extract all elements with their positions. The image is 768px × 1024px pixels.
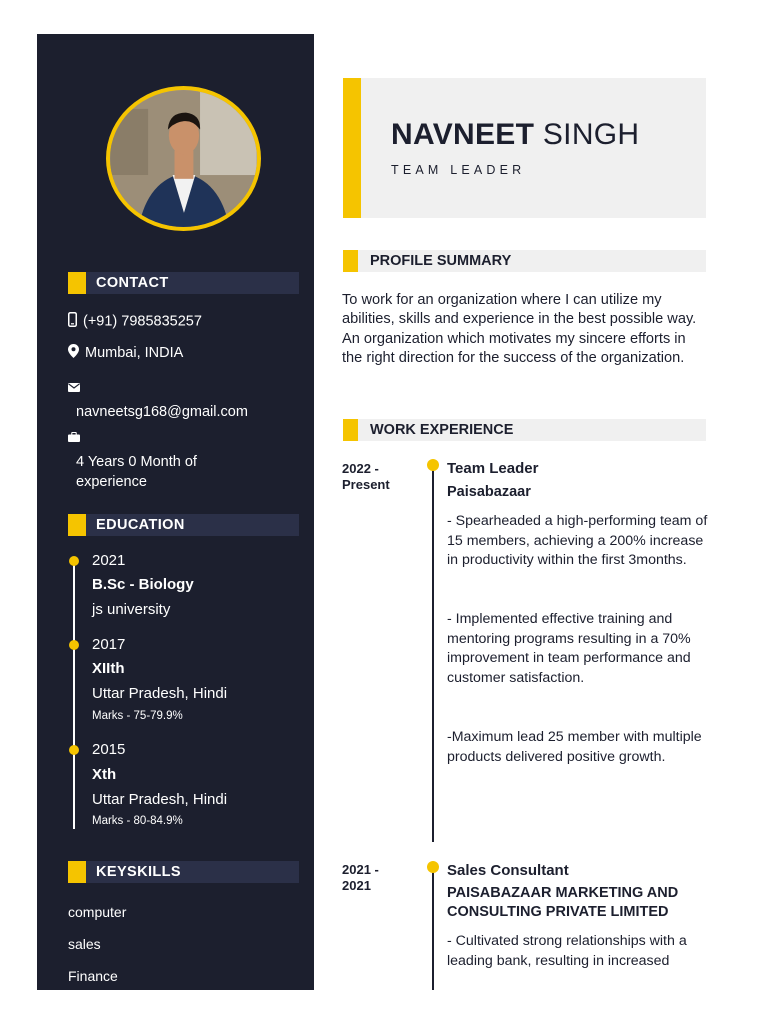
candidate-role: TEAM LEADER — [391, 163, 526, 177]
education-heading — [68, 514, 299, 536]
contact-location-value: Mumbai, INDIA — [85, 344, 184, 361]
briefcase-icon — [68, 428, 248, 448]
education-degree: B.Sc - Biology — [92, 576, 194, 593]
education-year: 2021 — [92, 552, 126, 569]
skill-item: Finance — [68, 968, 118, 984]
education-institution: Uttar Pradesh, Hindi — [92, 685, 228, 702]
heading-accent-bar — [343, 250, 358, 272]
contact-email-value[interactable]: navneetsg168@gmail.com — [76, 404, 248, 420]
heading-accent-bar — [68, 861, 86, 883]
contact-phone — [68, 312, 202, 331]
name-header — [343, 78, 706, 218]
heading-accent-bar — [343, 419, 358, 441]
profile-photo — [106, 86, 261, 231]
timeline-dot — [427, 459, 439, 471]
experience-point: - Cultivated strong relationships with a leading bank, resulting in increased — [447, 933, 687, 969]
experience-dates: 2022 - Present — [342, 461, 390, 492]
experience-dates: 2021 - 2021 — [342, 862, 379, 893]
profile-photo-illustration — [110, 90, 257, 227]
education-institution: js university — [92, 601, 171, 618]
sidebar — [37, 34, 314, 990]
work-experience-heading-label: WORK EXPERIENCE — [370, 422, 514, 438]
timeline-dot — [69, 745, 79, 755]
timeline-dot — [69, 640, 79, 650]
skill-item: computer — [68, 904, 127, 920]
experience-timeline-line — [432, 466, 434, 842]
contact-experience — [68, 428, 248, 492]
header-accent-bar — [343, 78, 361, 218]
education-marks: Marks - 75-79.9% — [92, 710, 183, 722]
profile-summary-heading — [343, 250, 706, 272]
keyskills-heading — [68, 861, 299, 883]
timeline-dot — [427, 861, 439, 873]
experience-point: - Implemented effective training and mentoring programs resulting in a 70% improvement in team performance and customer satisfaction. — [447, 611, 691, 686]
experience-company: PAISABAZAAR MARKETING AND CONSULTING PRIVATE LIMITED — [447, 885, 679, 920]
phone-icon — [68, 312, 77, 331]
last-name: SINGH — [542, 118, 640, 151]
keyskills-heading-label: KEYSKILLS — [96, 864, 181, 880]
education-marks: Marks - 80-84.9% — [92, 815, 183, 827]
experience-company: Paisabazaar — [447, 484, 531, 500]
experience-timeline-line — [432, 868, 434, 990]
candidate-name — [391, 118, 639, 152]
education-timeline-line — [73, 559, 75, 829]
education-degree: Xth — [92, 766, 117, 783]
contact-phone-value: (+91) 7985835257 — [83, 313, 202, 330]
location-pin-icon — [68, 344, 79, 362]
experience-point: -Maximum lead 25 member with multiple products delivered positive growth. — [447, 729, 702, 765]
work-experience-heading — [343, 419, 706, 441]
education-degree: XIIth — [92, 660, 125, 677]
contact-location — [68, 344, 183, 362]
profile-summary-text: To work for an organization where I can utilize my abilities, skills and experience in the best possible way. An organization which motivates my sincere efforts in the right direction for the success of the organization. — [342, 292, 697, 366]
contact-email — [68, 378, 248, 422]
experience-point: - Spearheaded a high-performing team of 15 members, achieving a 200% increase in productivity within the first 3months. — [447, 513, 708, 569]
education-heading-label: EDUCATION — [96, 517, 185, 533]
education-year: 2017 — [92, 636, 126, 653]
contact-heading — [68, 272, 299, 294]
education-year: 2015 — [92, 741, 126, 758]
education-institution: Uttar Pradesh, Hindi — [92, 791, 228, 808]
timeline-dot — [69, 556, 79, 566]
heading-accent-bar — [68, 272, 86, 294]
contact-heading-label: CONTACT — [96, 275, 169, 291]
envelope-icon — [68, 378, 248, 398]
experience-title: Team Leader — [447, 460, 539, 477]
experience-title: Sales Consultant — [447, 862, 569, 879]
skill-item: sales — [68, 936, 101, 952]
contact-experience-value: 4 Years 0 Month of experience — [76, 454, 197, 490]
profile-summary-heading-label: PROFILE SUMMARY — [370, 253, 512, 269]
first-name: NAVNEET — [391, 118, 535, 151]
heading-accent-bar — [68, 514, 86, 536]
